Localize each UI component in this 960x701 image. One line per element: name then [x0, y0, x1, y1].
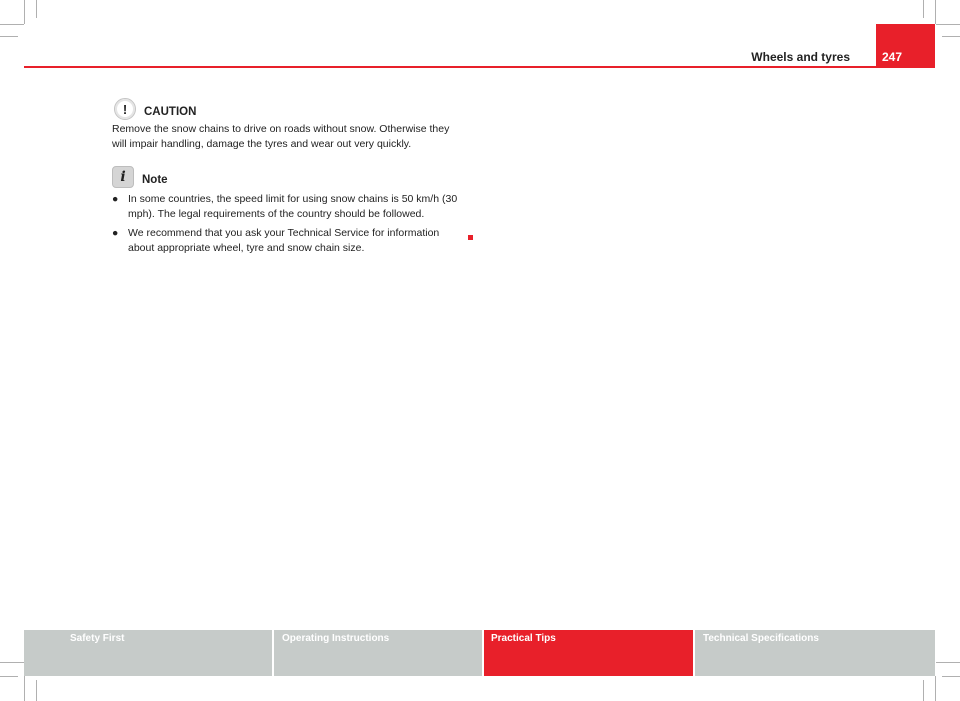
page-number: 247	[882, 50, 903, 64]
footer-tab-label: Technical Specifications	[703, 633, 819, 644]
crop-mark	[942, 676, 960, 677]
note-item-text: We recommend that you ask your Technical Service for information about appropriate wheel, tyre and snow chain size.	[128, 227, 440, 254]
crop-mark	[24, 676, 25, 701]
footer-tab-operating-instructions[interactable]	[274, 630, 482, 676]
crop-mark	[936, 662, 960, 663]
bullet-icon: ●	[112, 193, 119, 205]
note-block	[112, 166, 462, 256]
caution-heading	[112, 98, 462, 120]
crop-mark	[936, 24, 960, 25]
footer-tab-label: Safety First	[70, 633, 125, 644]
info-icon: i	[112, 166, 134, 188]
footer-tab-technical-specifications[interactable]	[695, 630, 935, 676]
note-item-text: In some countries, the speed limit for using snow chains is 50 km/h (30 mph). The legal requirements of the country should be followed.	[128, 193, 458, 220]
note-heading	[112, 166, 462, 188]
crop-mark	[935, 0, 936, 24]
crop-mark	[24, 0, 25, 24]
crop-mark	[923, 680, 924, 701]
footer-nav	[24, 630, 935, 676]
footer-tab-label: Practical Tips	[491, 633, 556, 644]
footer-tab-safety-first[interactable]	[24, 630, 272, 676]
crop-mark	[36, 680, 37, 701]
list-item	[112, 192, 462, 222]
section-end-marker	[468, 235, 473, 240]
list-item	[112, 226, 462, 256]
crop-mark	[923, 0, 924, 18]
caution-title: CAUTION	[144, 106, 197, 118]
crop-mark	[0, 24, 24, 25]
footer-tab-practical-tips[interactable]	[484, 630, 693, 676]
crop-mark	[0, 36, 18, 37]
section-title: Wheels and tyres	[751, 50, 850, 64]
footer-tab-label: Operating Instructions	[282, 633, 390, 644]
exclamation-circle-icon: !	[114, 98, 136, 120]
crop-mark	[0, 676, 18, 677]
caution-text: Remove the snow chains to drive on roads without snow. Otherwise they will impair handling, damage the tyres and wear out very quickly.	[112, 123, 450, 150]
crop-mark	[36, 0, 37, 18]
note-title: Note	[142, 174, 168, 186]
bullet-icon: ●	[112, 227, 119, 239]
header-rule	[24, 66, 935, 68]
crop-mark	[935, 676, 936, 701]
crop-mark	[0, 662, 24, 663]
crop-mark	[942, 36, 960, 37]
page-content	[112, 98, 462, 256]
